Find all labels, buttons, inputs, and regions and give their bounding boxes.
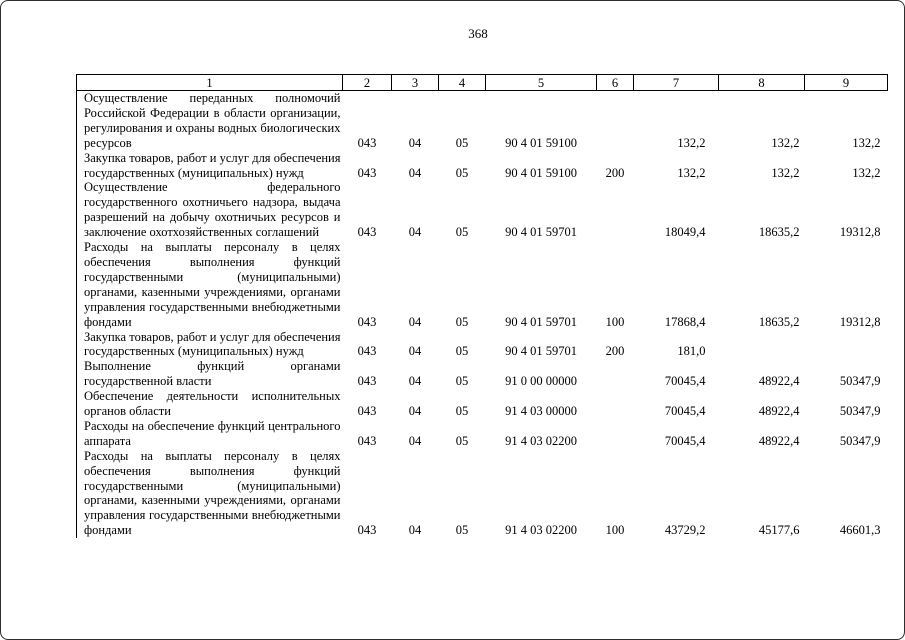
cell-r7-c1: Обеспечение деятельности исполнительных органов области <box>77 389 343 419</box>
cell-r2-c9: 132,2 <box>852 165 881 180</box>
table-row <box>77 389 888 419</box>
cell-r5-c2: 043 <box>357 344 377 359</box>
column-header-1: 1 <box>77 75 343 91</box>
cell-r4-c1: Расходы на выплаты персоналу в целях обеспечения выполнения функций государственными (муниципальными) органами, казенными учреждениями, органами управления государственными внебюджетными фондами <box>77 240 343 329</box>
cell-r1-c3: 04 <box>408 135 422 150</box>
cell-r7-c5: 91 4 03 00000 <box>505 404 577 419</box>
cell-r7-c8: 48922,4 <box>758 404 800 419</box>
cell-r8-c7: 70045,4 <box>664 433 706 448</box>
table-row <box>77 151 888 181</box>
cell-r9-c9: 46601,3 <box>839 523 881 538</box>
cell-r5-c1: Закупка товаров, работ и услуг для обеспечения государственных (муниципальных) нужд <box>77 330 343 360</box>
cell-r5-c8 <box>719 330 805 360</box>
budget-table-wrap <box>76 74 881 538</box>
cell-r2-c2: 043 <box>357 165 377 180</box>
cell-r8-c8: 48922,4 <box>758 433 800 448</box>
cell-r3-c5: 90 4 01 59701 <box>505 225 577 240</box>
column-header-9: 9 <box>805 75 888 91</box>
cell-r7-c9: 50347,9 <box>839 404 881 419</box>
cell-r5-c9 <box>805 330 888 360</box>
cell-r6-c3: 04 <box>408 374 422 389</box>
cell-r2-c7: 132,2 <box>677 165 706 180</box>
cell-r6-c5: 91 0 00 00000 <box>505 374 577 389</box>
cell-r4-c5: 90 4 01 59701 <box>505 314 577 329</box>
cell-r1-c9: 132,2 <box>852 135 881 150</box>
cell-r5-c7: 181,0 <box>677 344 706 359</box>
cell-r7-c3: 04 <box>408 404 422 419</box>
cell-r8-c6 <box>597 419 634 449</box>
cell-r9-c1: Расходы на выплаты персоналу в целях обеспечения выполнения функций государственными (муниципальными) органами, казенными учреждениями, органами управления государственными внебюджетными фондами <box>77 449 343 538</box>
cell-r2-c6: 200 <box>605 165 625 180</box>
cell-r8-c9: 50347,9 <box>839 433 881 448</box>
cell-r6-c4: 05 <box>455 374 469 389</box>
cell-r4-c2: 043 <box>357 314 377 329</box>
cell-r4-c8: 18635,2 <box>758 314 800 329</box>
cell-r2-c4: 05 <box>455 165 469 180</box>
table-row <box>77 180 888 240</box>
cell-r2-c3: 04 <box>408 165 422 180</box>
budget-table <box>76 74 888 538</box>
cell-r1-c2: 043 <box>357 135 377 150</box>
page-number: 368 <box>468 26 488 41</box>
column-header-3: 3 <box>392 75 439 91</box>
cell-r9-c8: 45177,6 <box>758 523 800 538</box>
cell-r4-c7: 17868,4 <box>664 314 706 329</box>
cell-r1-c8: 132,2 <box>771 135 800 150</box>
cell-r4-c3: 04 <box>408 314 422 329</box>
cell-r9-c2: 043 <box>357 523 377 538</box>
cell-r8-c2: 043 <box>357 433 377 448</box>
table-row <box>77 240 888 329</box>
cell-r7-c2: 043 <box>357 404 377 419</box>
cell-r2-c5: 90 4 01 59100 <box>505 165 577 180</box>
table-body <box>77 91 888 539</box>
cell-r8-c5: 91 4 03 02200 <box>505 433 577 448</box>
cell-r7-c7: 70045,4 <box>664 404 706 419</box>
table-row <box>77 330 888 360</box>
cell-r7-c6 <box>597 389 634 419</box>
cell-r3-c9: 19312,8 <box>839 225 881 240</box>
cell-r9-c6: 100 <box>605 523 625 538</box>
cell-r3-c1: Осуществление федерального государственного охотничьего надзора, выдача разрешений на добычу охотничьих ресурсов и заключение охотхозяйственных соглашений <box>77 180 343 240</box>
cell-r6-c7: 70045,4 <box>664 374 706 389</box>
table-row <box>77 449 888 538</box>
cell-r3-c6 <box>597 180 634 240</box>
cell-r6-c2: 043 <box>357 374 377 389</box>
cell-r5-c3: 04 <box>408 344 422 359</box>
cell-r6-c6 <box>597 359 634 389</box>
cell-r1-c7: 132,2 <box>677 135 706 150</box>
cell-r5-c4: 05 <box>455 344 469 359</box>
cell-r2-c8: 132,2 <box>771 165 800 180</box>
table-row <box>77 359 888 389</box>
cell-r3-c7: 18049,4 <box>664 225 706 240</box>
column-header-6: 6 <box>597 75 634 91</box>
table-row <box>77 419 888 449</box>
cell-r8-c1: Расходы на обеспечение функций центрального аппарата <box>77 419 343 449</box>
cell-r2-c1: Закупка товаров, работ и услуг для обеспечения государственных (муниципальных) нужд <box>77 151 343 181</box>
cell-r9-c5: 91 4 03 02200 <box>505 523 577 538</box>
cell-r9-c4: 05 <box>455 523 469 538</box>
cell-r5-c6: 200 <box>605 344 625 359</box>
table-header-row <box>77 75 888 91</box>
cell-r6-c1: Выполнение функций органами государственной власти <box>77 359 343 389</box>
cell-r3-c8: 18635,2 <box>758 225 800 240</box>
cell-r1-c4: 05 <box>455 135 469 150</box>
column-header-5: 5 <box>486 75 597 91</box>
column-header-8: 8 <box>719 75 805 91</box>
cell-r9-c3: 04 <box>408 523 422 538</box>
cell-r1-c6 <box>597 91 634 151</box>
column-header-4: 4 <box>439 75 486 91</box>
cell-r8-c4: 05 <box>455 433 469 448</box>
cell-r8-c3: 04 <box>408 433 422 448</box>
cell-r5-c5: 90 4 01 59701 <box>505 344 577 359</box>
cell-r6-c8: 48922,4 <box>758 374 800 389</box>
column-header-2: 2 <box>343 75 392 91</box>
cell-r1-c5: 90 4 01 59100 <box>505 135 577 150</box>
cell-r9-c7: 43729,2 <box>664 523 706 538</box>
cell-r1-c1: Осуществление переданных полномочий Российской Федерации в области организации, регулирования и охраны водных биологических ресурсов <box>77 91 343 151</box>
cell-r4-c6: 100 <box>605 314 625 329</box>
cell-r4-c9: 19312,8 <box>839 314 881 329</box>
cell-r4-c4: 05 <box>455 314 469 329</box>
cell-r3-c3: 04 <box>408 225 422 240</box>
cell-r3-c4: 05 <box>455 225 469 240</box>
cell-r3-c2: 043 <box>357 225 377 240</box>
table-row <box>77 91 888 151</box>
cell-r6-c9: 50347,9 <box>839 374 881 389</box>
column-header-7: 7 <box>634 75 719 91</box>
cell-r7-c4: 05 <box>455 404 469 419</box>
